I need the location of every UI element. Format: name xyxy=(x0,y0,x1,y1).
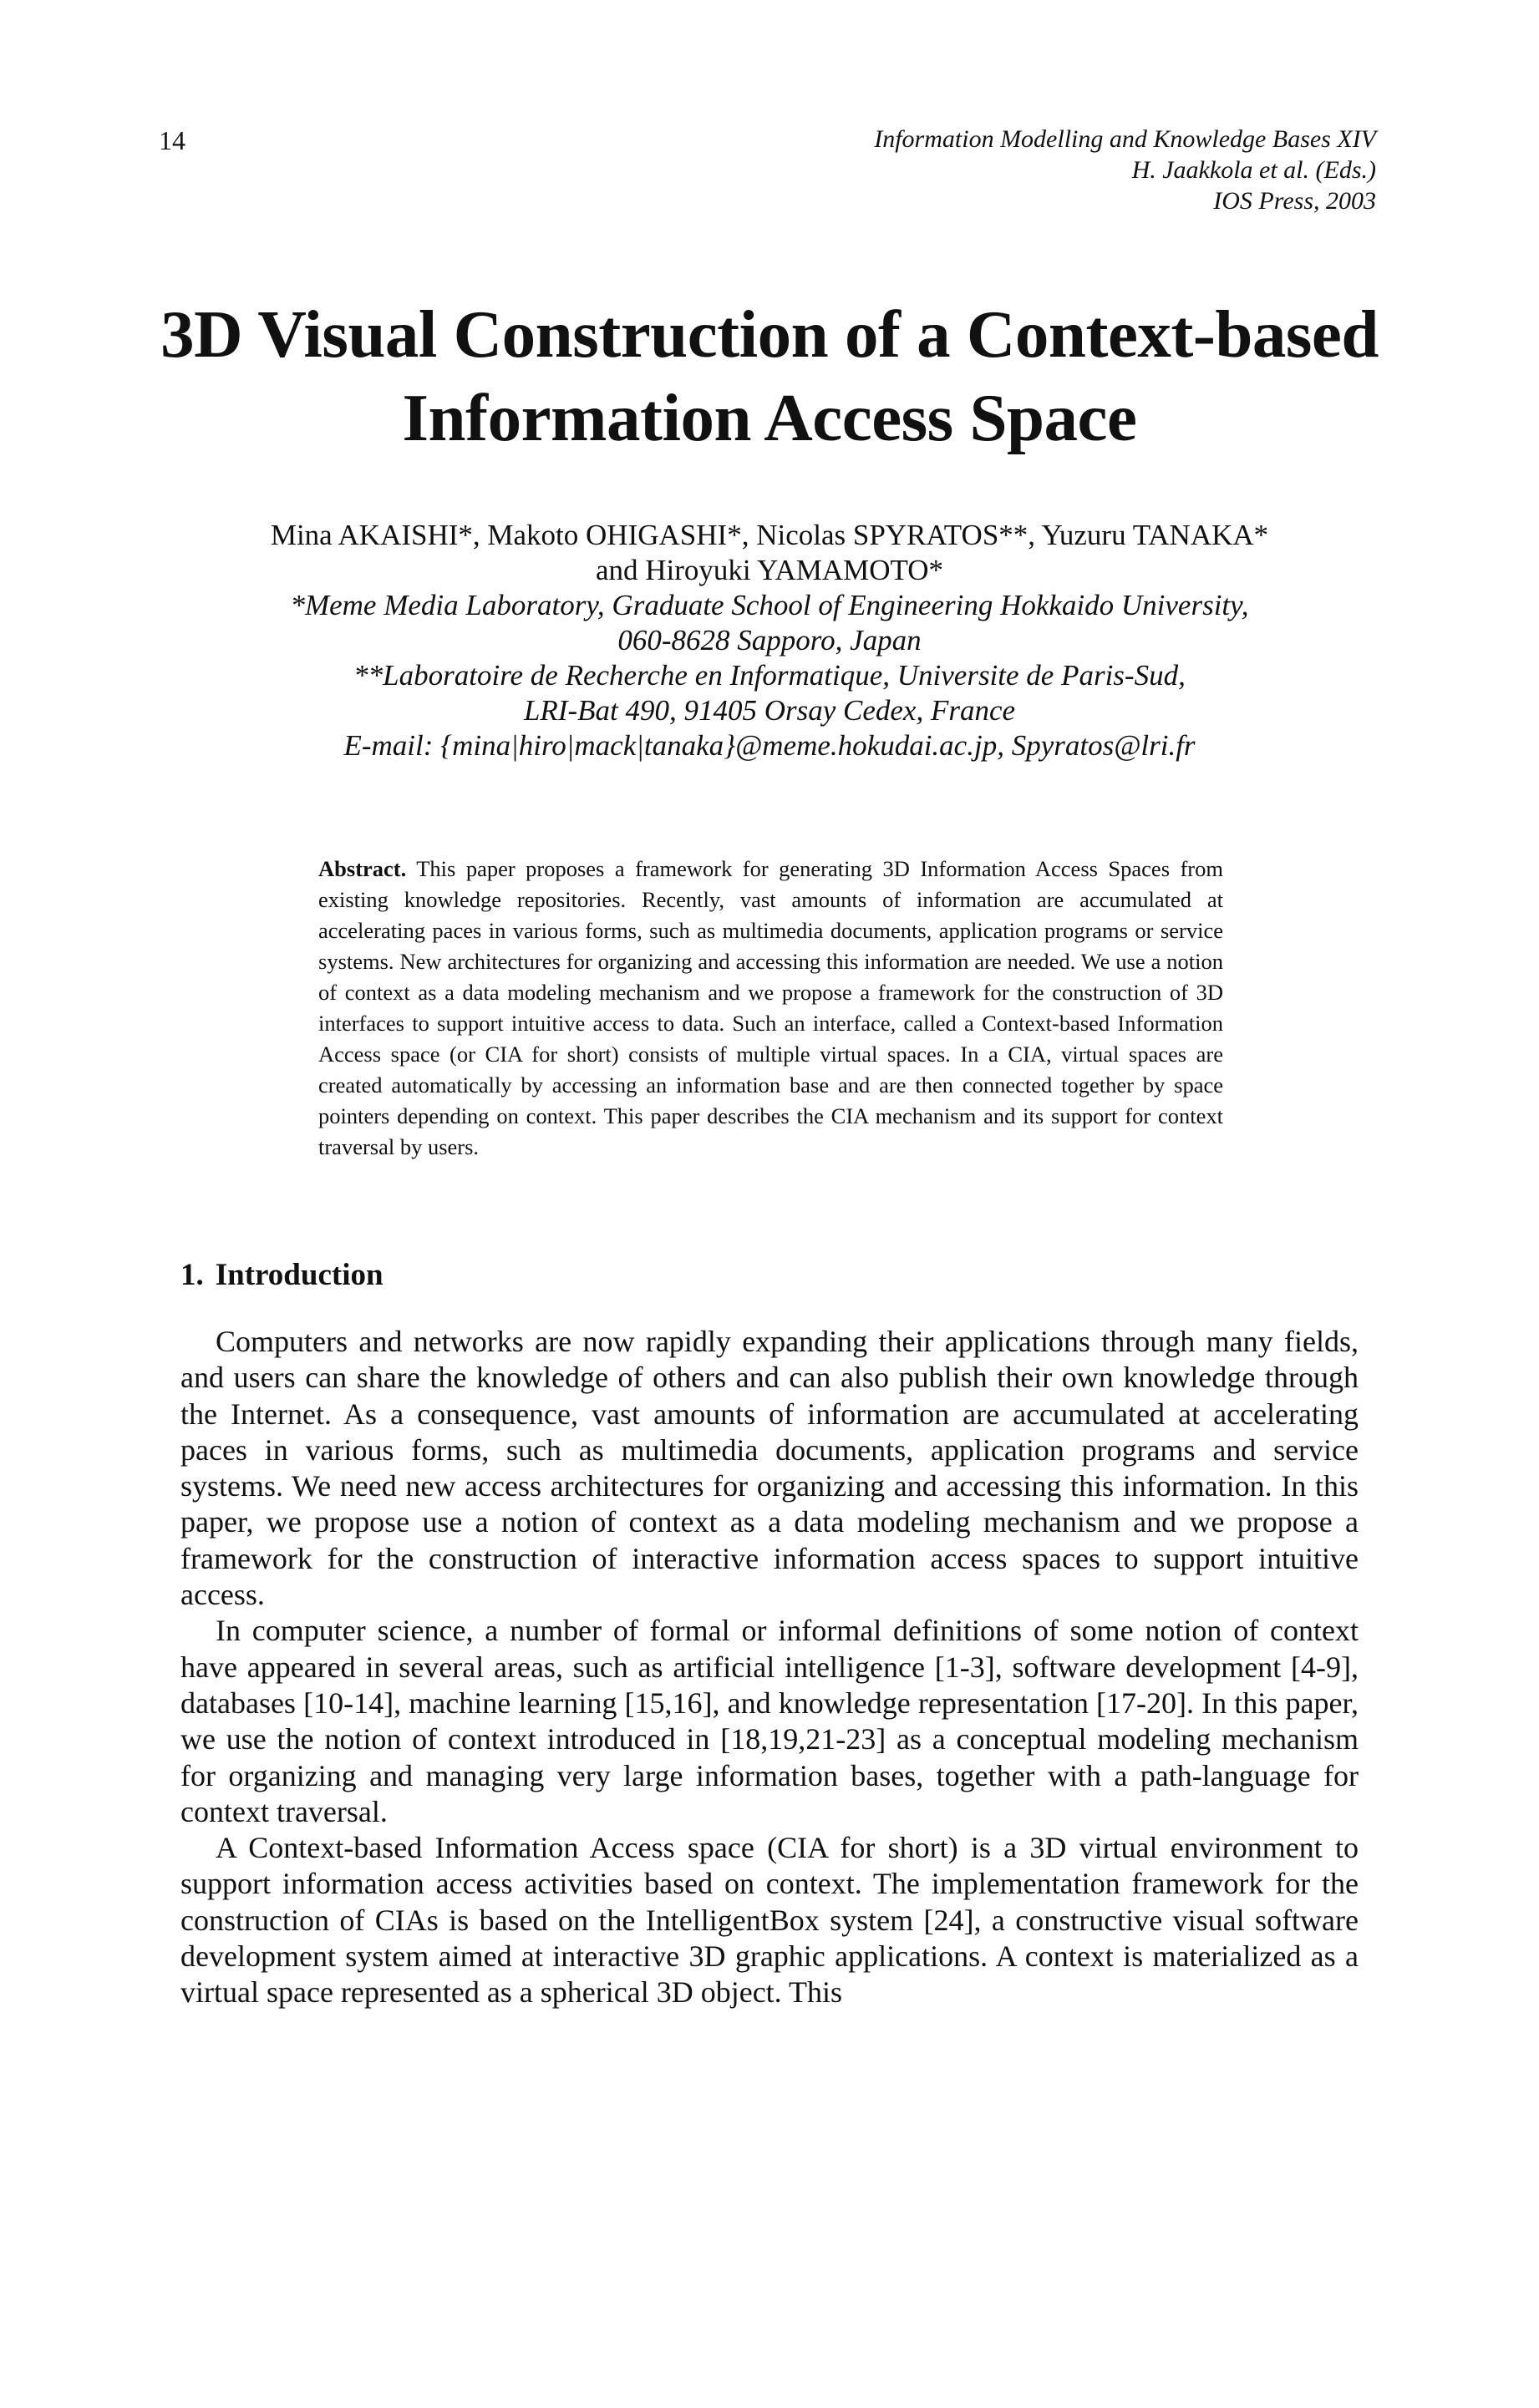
abstract-label: Abstract. xyxy=(318,856,407,881)
book-publisher: IOS Press, 2003 xyxy=(1213,187,1376,215)
affiliation-2-line-1: **Laboratoire de Recherche en Informatique, Universite de Paris-Sud, xyxy=(353,659,1186,692)
paper-title xyxy=(0,292,1539,459)
authors-block xyxy=(150,518,1389,763)
authors-line-1: Mina AKAISHI*, Makoto OHIGASHI*, Nicolas SPYRATOS**, Yuzuru TANAKA* xyxy=(270,519,1269,551)
book-title: Information Modelling and Knowledge Bases XIV xyxy=(874,125,1376,153)
page-number: 14 xyxy=(159,125,185,155)
paper-title-line-1: 3D Visual Construction of a Context-based xyxy=(160,297,1379,372)
section-heading-introduction xyxy=(180,1257,383,1294)
paper-title-line-2: Information Access Space xyxy=(402,380,1137,455)
abstract xyxy=(318,854,1223,1163)
affiliation-2-line-2: LRI-Bat 490, 91405 Orsay Cedex, France xyxy=(523,694,1016,727)
section-number: 1. xyxy=(180,1258,204,1292)
book-editors: H. Jaakkola et al. (Eds.) xyxy=(1131,156,1376,184)
abstract-text: This paper proposes a framework for generating 3D Information Access Spaces from existing knowledge repositories. Recently, vast amounts of information are accumulated at accelerating paces in various forms, such as multimedia documents, application programs or service systems. New architectures for organizing and accessing this information are needed. We use a notion of context as a data modeling mechanism and we propose a framework for the construction of 3D interfaces to support intuitive access to data. Such an interface, called a Context-based Information Access space (or CIA for short) consists of multiple virtual spaces. In a CIA, virtual spaces are created automatically by accessing an information base and are then connected together by space pointers depending on context. This paper describes the CIA mechanism and its support for context traversal by users. xyxy=(318,856,1223,1159)
affiliation-1-line-1: *Meme Media Laboratory, Graduate School of Engineering Hokkaido University, xyxy=(290,589,1249,621)
body-paragraph-2: In computer science, a number of formal or informal definitions of some notion of context have appeared in several areas, such as artificial intelligence [1-3], software development [4-9], databases [10-14], machine learning [15,16], and knowledge representation [17-20]. In this paper, we use the notion of context introduced in [18,19,21-23] as a conceptual modeling mechanism for organizing and managing very large information bases, together with a path-language for context traversal. xyxy=(180,1614,1359,1828)
section-title: Introduction xyxy=(215,1258,383,1292)
book-info xyxy=(874,124,1376,216)
body-paragraph-3: A Context-based Information Access space (CIA for short) is a 3D virtual environment to support information access activities based on context. The implementation framework for the construction of CIAs is based on the IntelligentBox system [24], a constructive visual software development system aimed at interactive 3D graphic applications. A context is materialized as a virtual space represented as a spherical 3D object. This xyxy=(180,1831,1359,2010)
authors-line-2: and Hiroyuki YAMAMOTO* xyxy=(595,554,944,586)
author-email: E-mail: {mina|hiro|mack|tanaka}@meme.hokudai.ac.jp, Spyratos@lri.fr xyxy=(343,729,1196,762)
affiliation-1-line-2: 060-8628 Sapporo, Japan xyxy=(617,624,922,656)
introduction-body xyxy=(180,1324,1359,2011)
body-paragraph-1: Computers and networks are now rapidly expanding their applications through many fields, and users can share the knowledge of others and can also publish their own knowledge through the Internet. As a consequence, vast amounts of information are accumulated at accelerating paces in various forms, such as multimedia documents, application programs and service systems. We need new access architectures for organizing and accessing this information. In this paper, we propose use a notion of context as a data modeling mechanism and we propose a framework for the construction of interactive information access spaces to support intuitive access. xyxy=(180,1325,1359,1612)
